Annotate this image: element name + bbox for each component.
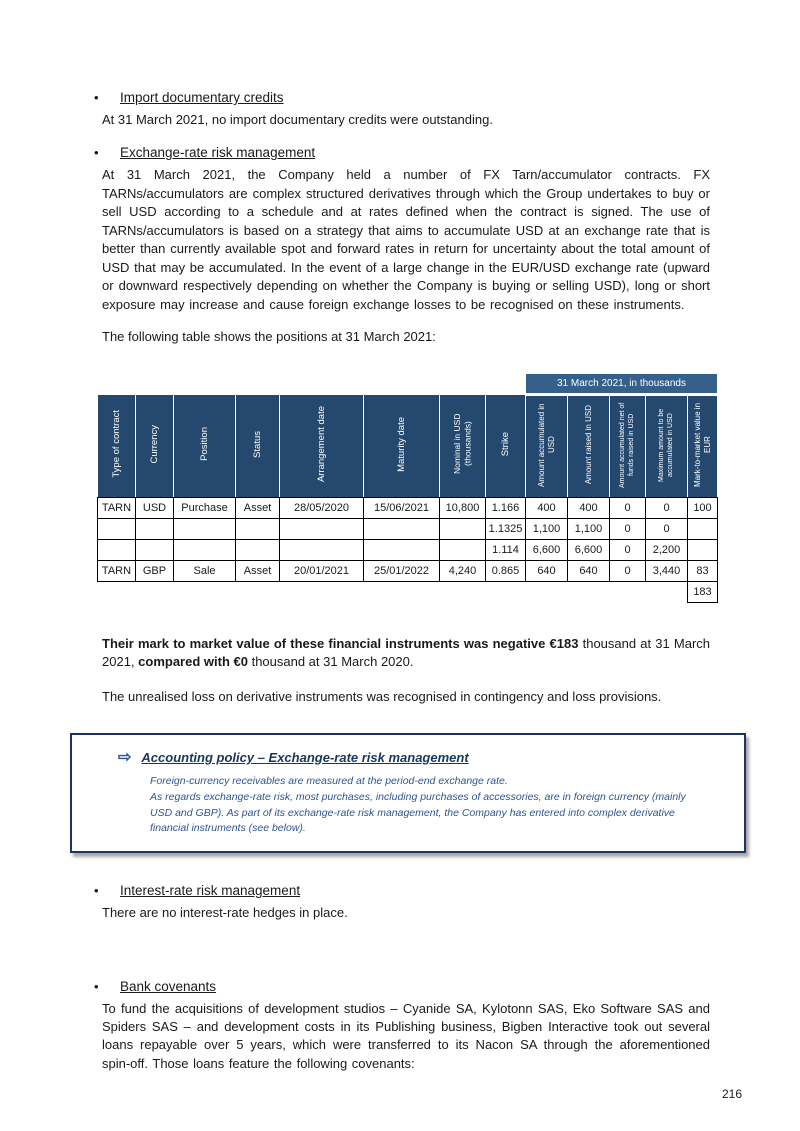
- table-row: [98, 497, 718, 518]
- table-cell: 400: [568, 497, 610, 518]
- table-cell: [364, 539, 440, 560]
- table-cell: 6,600: [568, 539, 610, 560]
- table-cell: 25/01/2022: [364, 560, 440, 581]
- column-header: [646, 394, 688, 497]
- table-cell: 400: [526, 497, 568, 518]
- table-cell: [280, 539, 364, 560]
- interest-risk-heading: Interest-rate risk management: [120, 883, 301, 899]
- table-cell: 640: [526, 560, 568, 581]
- table-cell: [174, 539, 236, 560]
- column-header-label: Amount accumulated in USD: [536, 402, 556, 487]
- table-cell: 6,600: [526, 539, 568, 560]
- column-header: [688, 394, 718, 497]
- positions-table-wrap: [97, 373, 710, 603]
- spacer-cell: [98, 581, 688, 602]
- section-interest-risk: [94, 883, 710, 922]
- bank-covenants-body: To fund the acquisitions of development studios – Cyanide SA, Kylotonn SAS, Eko Software SAS and Spiders SAS – and development costs in its Publishing business, Bigben Interactive took out several loans repayable over 5 years, which were transferred to its Nacon SA through the aforementioned spin-off. Those loans feature the following covenants:: [102, 1000, 710, 1071]
- table-cell: [98, 539, 136, 560]
- table-cell: Asset: [236, 560, 280, 581]
- table-intro: The following table shows the positions at 31 March 2021:: [102, 329, 436, 345]
- table-row: [98, 560, 718, 581]
- column-header-label: Arrangement date: [315, 406, 327, 483]
- table-cell: 4,240: [440, 560, 486, 581]
- column-header-label: Status: [251, 430, 263, 458]
- table-cell: 0: [646, 497, 688, 518]
- table-cell: 0: [646, 518, 688, 539]
- table-cell: [236, 518, 280, 539]
- table-cell: 20/01/2021: [280, 560, 364, 581]
- table-cell: 10,800: [440, 497, 486, 518]
- column-header: [364, 394, 440, 497]
- table-cell: USD: [136, 497, 174, 518]
- mtm-bold-2: compared with €0: [138, 654, 248, 670]
- table-cell: [688, 518, 718, 539]
- column-header-label: Position: [198, 427, 210, 461]
- accounting-policy-box: [70, 733, 746, 853]
- column-header-label: Strike: [499, 431, 511, 457]
- section-heading-interest-risk: [94, 883, 710, 898]
- mtm-bold-1: Their mark to market value of these financial instruments was negative €183: [102, 635, 579, 651]
- section-fx-risk: [94, 145, 710, 346]
- table-cell: Sale: [174, 560, 236, 581]
- bank-covenants-heading: Bank covenants: [120, 978, 217, 994]
- column-header-label: Nominal in USD (thousands): [451, 413, 473, 475]
- policy-line-1: Foreign-currency receivables are measured at the period-end exchange rate.: [150, 775, 508, 788]
- page-number: 216: [721, 1087, 742, 1101]
- table-cell: 2,200: [646, 539, 688, 560]
- total-cell: 183: [688, 581, 718, 602]
- table-cell: 640: [568, 560, 610, 581]
- policy-line-2: As regards exchange-rate risk, most purchases, including purchases of accessories, are in foreign currency (mainly USD and GBP). As part of its exchange-rate risk management, the Company has entered into complex derivative financial instruments (see below).: [150, 790, 686, 835]
- bullet-icon: •: [94, 145, 99, 161]
- table-cell: [98, 518, 136, 539]
- table-cell: 100: [688, 497, 718, 518]
- table-cell: 1,100: [526, 518, 568, 539]
- table-cell: 0: [610, 539, 646, 560]
- table-cell: [440, 539, 486, 560]
- table-cell: [136, 539, 174, 560]
- column-header: [440, 394, 486, 497]
- import-credits-body: At 31 March 2021, no import documentary credits were outstanding.: [102, 112, 493, 127]
- table-cell: [440, 518, 486, 539]
- fx-risk-heading: Exchange-rate risk management: [120, 145, 316, 161]
- column-header: [610, 394, 646, 497]
- table-cell: 83: [688, 560, 718, 581]
- column-header: [98, 394, 136, 497]
- column-header: [486, 394, 526, 497]
- column-header-label: Type of contract: [110, 410, 122, 478]
- table-cell: Asset: [236, 497, 280, 518]
- column-header: [174, 394, 236, 497]
- column-header: [280, 394, 364, 497]
- section-import-credits: [94, 90, 710, 129]
- table-cell: [280, 518, 364, 539]
- column-header: [236, 394, 280, 497]
- mtm-normal-1: thousand at 31 March 2021,: [102, 635, 711, 670]
- mtm-normal-2: thousand at 31 March 2020.: [247, 654, 414, 670]
- table-cell: 1.1325: [486, 518, 526, 539]
- table-row: [98, 539, 718, 560]
- table-cell: 28/05/2020: [280, 497, 364, 518]
- section-heading-fx-risk: [94, 145, 710, 160]
- spacer-cell: [98, 373, 526, 394]
- bullet-icon: •: [94, 978, 99, 994]
- table-body: [98, 497, 718, 581]
- column-header-label: Currency: [148, 424, 160, 464]
- policy-body: [150, 774, 710, 837]
- right-arrow-icon: ⇨: [118, 749, 132, 767]
- column-header-label: Amount raised in USD: [583, 404, 593, 485]
- table-cell: TARN: [98, 497, 136, 518]
- column-header: [526, 394, 568, 497]
- policy-title: Accounting policy – Exchange-rate risk management: [141, 750, 469, 766]
- table-cell: 3,440: [646, 560, 688, 581]
- import-credits-heading: Import documentary credits: [120, 90, 284, 105]
- banner-row: [98, 373, 718, 394]
- table-cell: 1,100: [568, 518, 610, 539]
- table-cell: Purchase: [174, 497, 236, 518]
- column-header: [568, 394, 610, 497]
- positions-table: [97, 373, 718, 603]
- table-cell: TARN: [98, 560, 136, 581]
- header-row: [98, 394, 718, 497]
- table-cell: 15/06/2021: [364, 497, 440, 518]
- total-row: [98, 581, 718, 602]
- section-heading-bank-covenants: [94, 979, 710, 994]
- table-cell: 0: [610, 497, 646, 518]
- table-cell: GBP: [136, 560, 174, 581]
- column-header-label: Maturity date: [395, 416, 407, 472]
- table-cell: 0: [610, 560, 646, 581]
- column-header: [136, 394, 174, 497]
- table-cell: [364, 518, 440, 539]
- table-cell: [174, 518, 236, 539]
- table-cell: [136, 518, 174, 539]
- table-cell: 1.114: [486, 539, 526, 560]
- mark-to-market-paragraph: [102, 635, 710, 673]
- table-cell: [688, 539, 718, 560]
- policy-title-row: [118, 747, 720, 767]
- section-heading-import-credits: [94, 90, 710, 105]
- unrealised-loss-paragraph: The unrealised loss on derivative instruments was recognised in contingency and loss provisions.: [102, 689, 662, 705]
- column-header-label: Mark-to-market value in EUR: [692, 402, 712, 487]
- bullet-icon: •: [94, 90, 99, 105]
- table-cell: 1.166: [486, 497, 526, 518]
- table-cell: [236, 539, 280, 560]
- section-bank-covenants: [94, 978, 710, 1074]
- fx-risk-body: At 31 March 2021, the Company held a number of FX Tarn/accumulator contracts. FX TARNs/accumulators are complex structured derivatives through which the Group undertakes to buy or sell USD according to a schedule and at rates defined when the contract is signed. The use of TARNs/accumulators is based on a strategy that aims to accumulate USD at an exchange rate that is better than currently available spot and forward rates in return for uncertainty about the total amount of USD that may be accumulated. In the event of a large change in the EUR/USD exchange rate (upward or downward respectively depending on whether the Company is buying or selling USD), long or short exposure may increase and cause foreign exchange losses to be recognised on these instruments.: [102, 167, 710, 312]
- column-header-label: Amount accumulated net of funds raised in USD: [619, 401, 636, 488]
- table-cell: 0.865: [486, 560, 526, 581]
- table-row: [98, 518, 718, 539]
- interest-risk-body: There are no interest-rate hedges in place.: [102, 905, 348, 921]
- bullet-icon: •: [94, 883, 99, 899]
- table-banner: 31 March 2021, in thousands: [526, 373, 718, 394]
- table-cell: 0: [610, 518, 646, 539]
- column-header-label: Maximum amount to be accumulated in USD: [658, 407, 675, 482]
